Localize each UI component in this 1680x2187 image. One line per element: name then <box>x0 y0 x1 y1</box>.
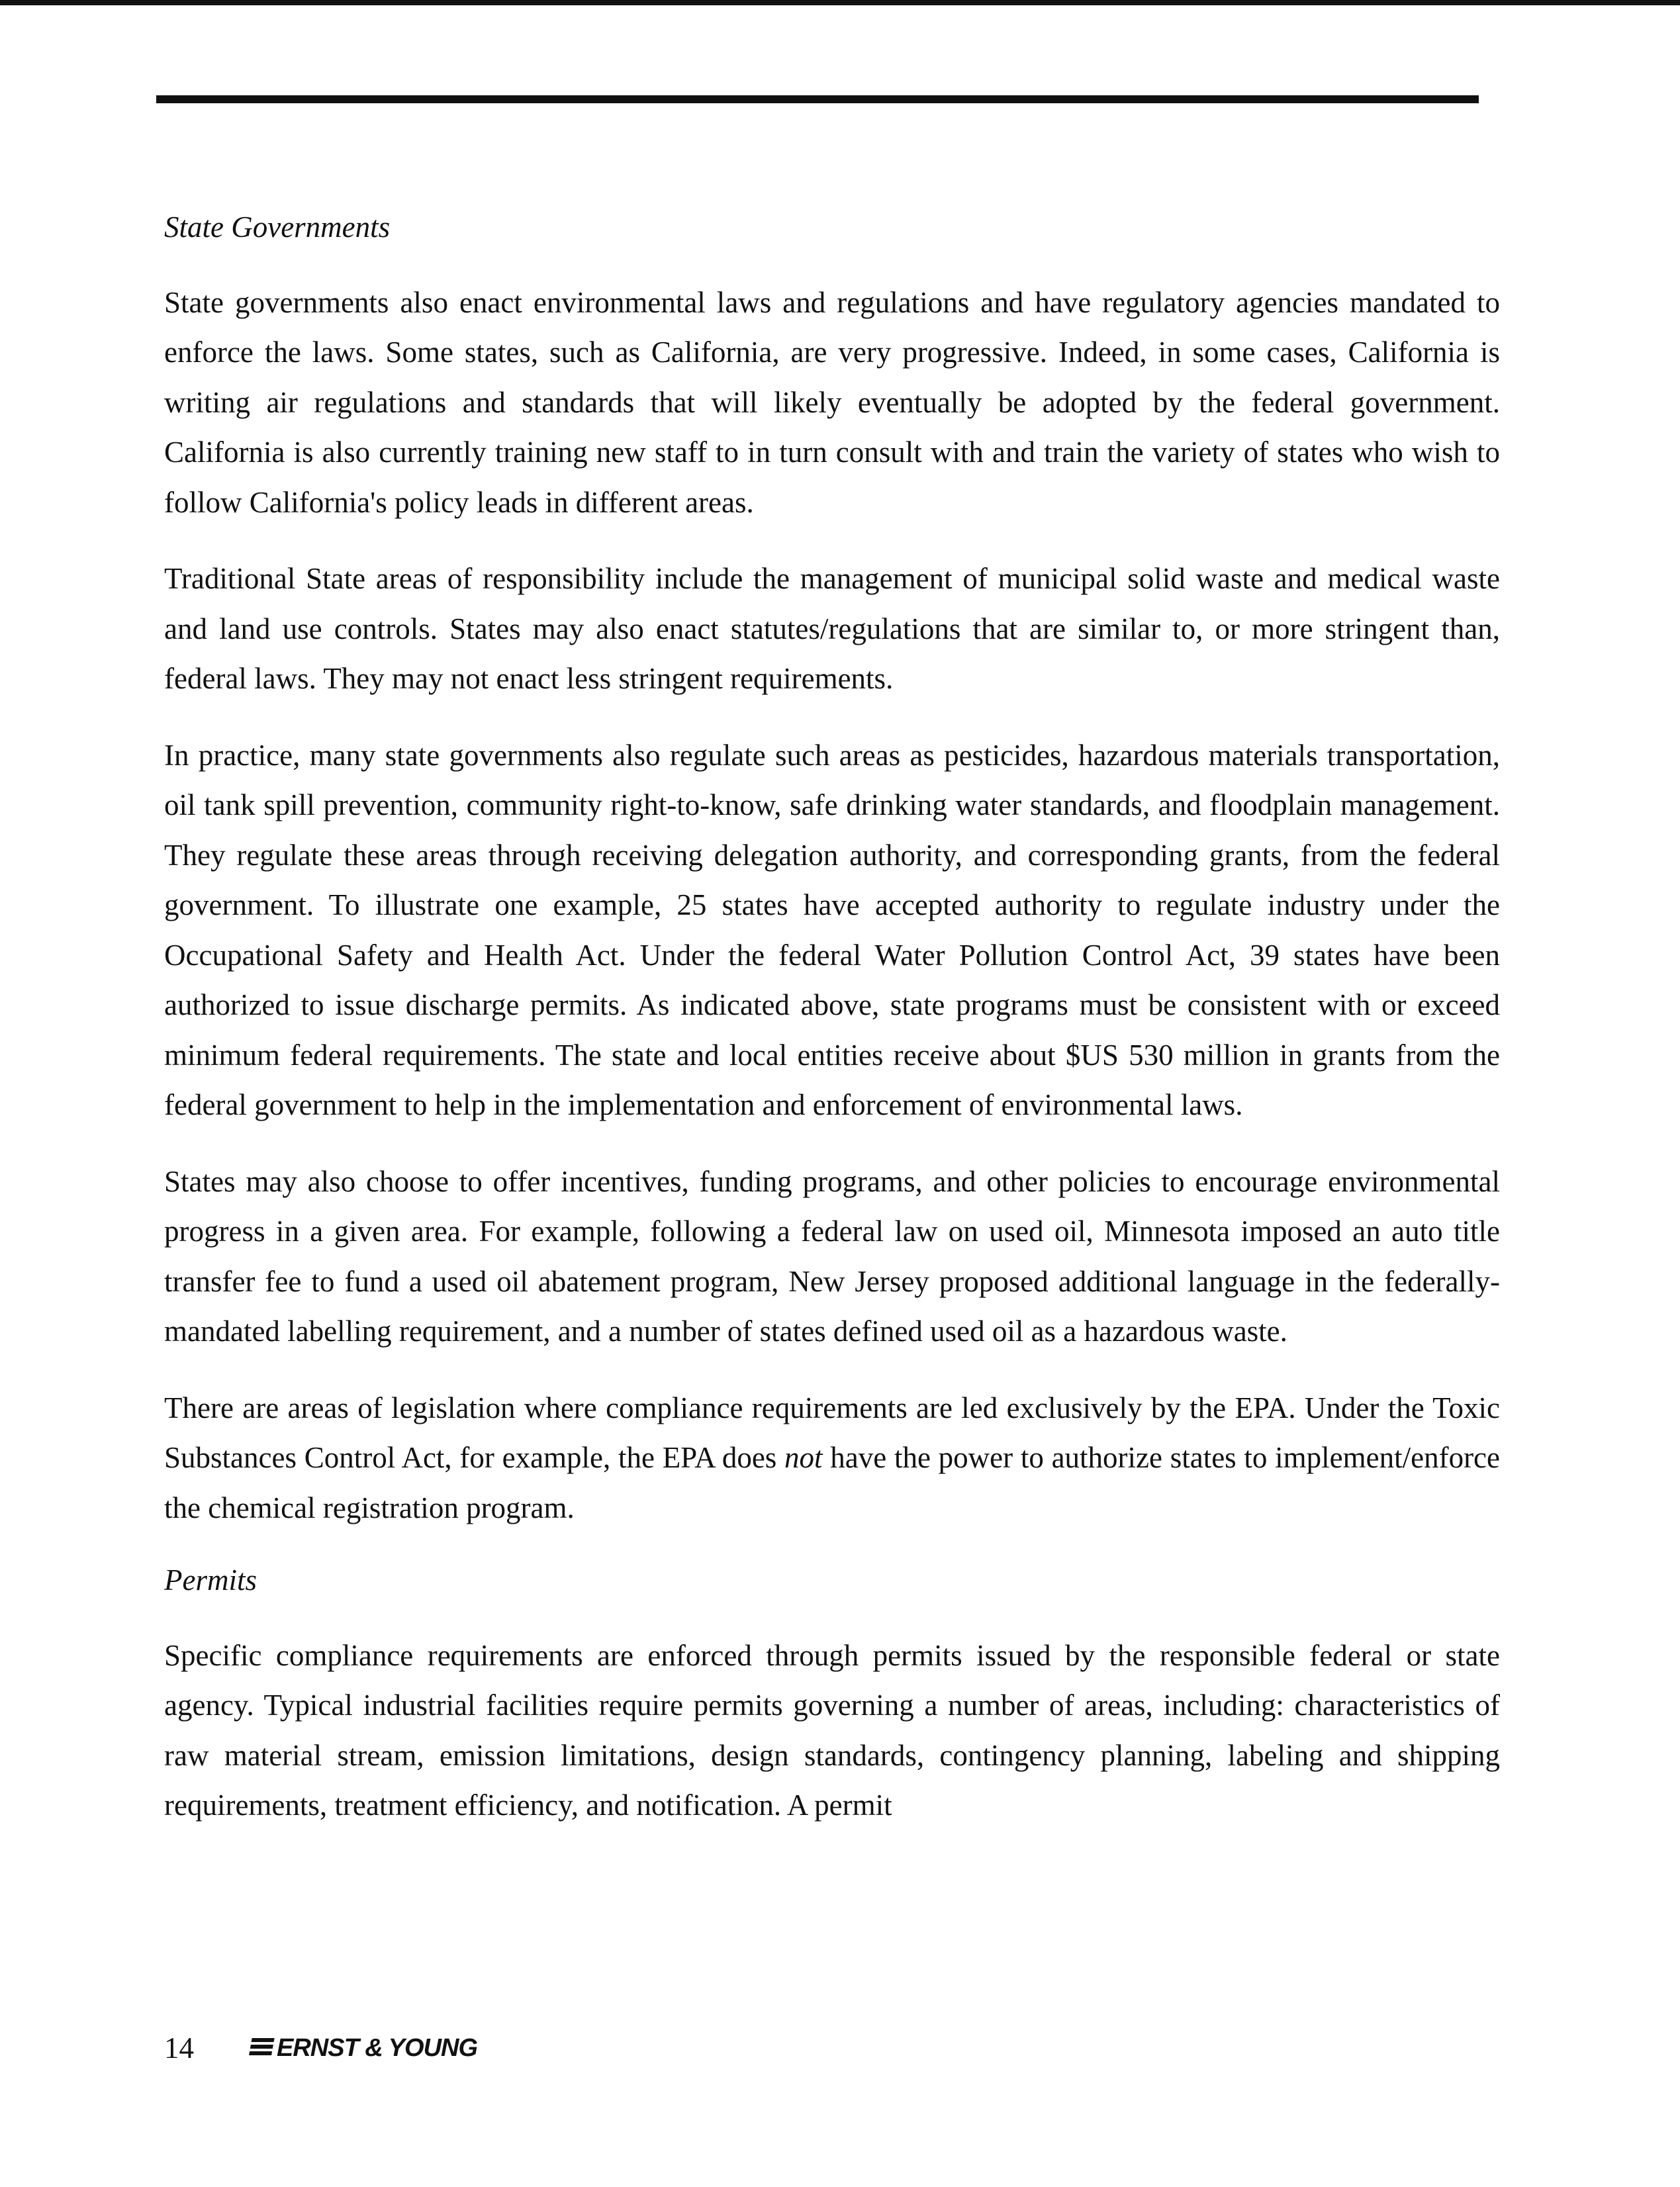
page-top-edge <box>0 0 1680 5</box>
epa-text-after: have the power to authorize states to implement/enforce the chemical registration program. <box>164 1441 1500 1524</box>
ernst-young-logo-text: ERNST & YOUNG <box>277 2033 478 2062</box>
paragraph-permits: Specific compliance requirements are enforced through permits issued by the responsible federal or state agency. Typical industrial facilities require permits governing a number of areas, including: characteristics of raw material stream, emission limitations, design standards, contingency planning, labeling and shipping requirements, treatment efficiency, and notification. A permit <box>164 1638 1500 1822</box>
paragraph-epa-exclusive <box>164 1383 1500 1534</box>
section-heading-permits: Permits <box>164 1563 257 1597</box>
paragraph-state-responsibility: Traditional State areas of responsibility include the management of municipal solid waste and medical waste and land use controls. States may also enact statutes/regulations that are similar to, or more stringent than, federal laws. They may not enact less stringent requirements. <box>164 562 1500 695</box>
paragraph-state-incentives: States may also choose to offer incentives, funding programs, and other policies to encourage environmental progress in a given area. For example, following a federal law on used oil, Minnesota imposed an auto title transfer fee to fund a used oil abatement program, New Jersey proposed additional language in the federally-mandated labelling requirement, and a number of states defined used oil as a hazardous waste. <box>164 1164 1500 1348</box>
paragraph-state-regulation-practice: In practice, many state governments also regulate such areas as pesticides, hazardous materials transportation, oil tank spill prevention, community right-to-know, safe drinking water standards, and floodplain management. They regulate these areas through receiving delegation authority, and corresponding grants, from the federal government. To illustrate one example, 25 states have accepted authority to regulate industry under the Occupational Safety and Health Act. Under the federal Water Pollution Control Act, 39 states have been authorized to issue discharge permits. As indicated above, state programs must be consistent with or exceed minimum federal requirements. The state and local entities receive about $US 530 million in grants from the federal government to help in the implementation and enforcement of environmental laws. <box>164 738 1500 1121</box>
ernst-young-logo <box>250 2034 477 2063</box>
document-body <box>164 203 1500 1831</box>
epa-text-emphasis: not <box>784 1441 823 1474</box>
page-number: 14 <box>164 2031 194 2065</box>
epa-text-before: There are areas of legislation where compliance requirements are led exclusively by the EPA. Under the Toxic Substances Control Act, for example, the EPA does <box>164 1391 1500 1474</box>
paragraph-state-laws: State governments also enact environmental laws and regulations and have regulatory agencies mandated to enforce the laws. Some states, such as California, are very progressive. Indeed, in some cases, California is writing air regulations and standards that will likely eventually be adopted by the federal government. California is also currently training new staff to in turn consult with and train the variety of states who wish to follow California's policy leads in different areas. <box>164 285 1500 519</box>
header-rule <box>156 95 1479 103</box>
section-heading-state-governments: State Governments <box>164 210 391 244</box>
ernst-young-logo-mark-icon <box>248 2038 274 2058</box>
page-footer <box>164 2028 477 2068</box>
